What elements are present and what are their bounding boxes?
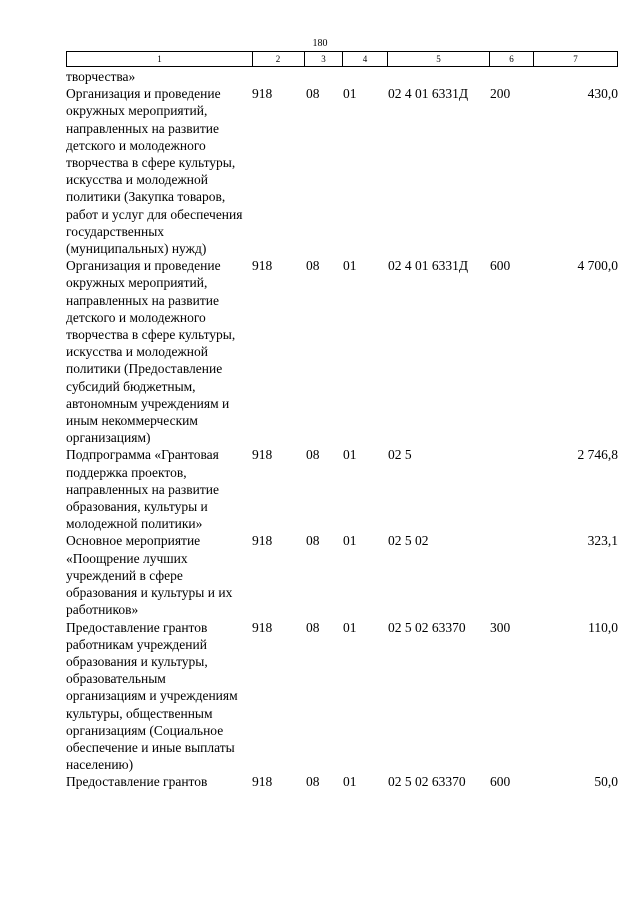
header-col-6: 6 — [490, 51, 534, 67]
row-grbs: 918 — [252, 533, 273, 549]
row-csr: 02 4 01 6331Д — [388, 86, 469, 102]
row-csr: 02 5 02 — [388, 533, 429, 549]
row-csr: 02 5 02 63370 — [388, 619, 466, 635]
row-vr: 300 — [490, 619, 511, 635]
row-csr: 02 5 — [388, 447, 412, 463]
row-rz: 08 — [306, 86, 320, 102]
row-vr: 200 — [490, 86, 511, 102]
row-pr: 01 — [343, 86, 357, 102]
row-pr: 01 — [343, 258, 357, 274]
row-rz: 08 — [306, 533, 320, 549]
table-row — [66, 532, 626, 618]
row-grbs: 918 — [252, 258, 273, 274]
row-grbs: 918 — [252, 619, 273, 635]
header-col-3: 3 — [305, 51, 343, 67]
header-col-5: 5 — [388, 51, 490, 67]
header-col-2: 2 — [252, 51, 305, 67]
row-rz: 08 — [306, 774, 320, 790]
row-grbs: 918 — [252, 86, 273, 102]
row-sum: 323,1 — [587, 533, 618, 549]
table-row — [66, 619, 626, 774]
row-rz: 08 — [306, 447, 320, 463]
page-number: 180 — [312, 38, 328, 49]
row-pr: 01 — [343, 619, 357, 635]
table-row — [66, 85, 626, 257]
row-csr: 02 5 02 63370 — [388, 774, 466, 790]
row-name: Основное мероприятие «Поощрение лучших учреждений в сфере образования и культуры и их работников» — [66, 533, 233, 618]
header-col-7: 7 — [534, 51, 618, 67]
header-col-4: 4 — [343, 51, 388, 67]
row-name: Организация и проведение окружных мероприятий, направленных на развитие детского и молодежного творчества в сфере культуры, искусства и молодежной политики (Предоставление субсидий бюджетным, автономным учреждениям и иным некоммерческим организациям) — [66, 258, 236, 446]
row-rz: 08 — [306, 258, 320, 274]
row-pr: 01 — [343, 447, 357, 463]
row-csr: 02 4 01 6331Д — [388, 258, 469, 274]
row-grbs: 918 — [252, 774, 273, 790]
row-sum: 430,0 — [587, 86, 618, 102]
row-name: Подпрограмма «Грантовая поддержка проектов, направленных на развитие образования, культуры и молодежной политики» — [66, 447, 219, 532]
row-sum: 4 700,0 — [577, 258, 618, 274]
row-pr: 01 — [343, 533, 357, 549]
table-row — [66, 773, 626, 790]
row-name: Организация и проведение окружных мероприятий, направленных на развитие детского и молодежного творчества в сфере культуры, искусства и молодежной политики (Закупка товаров, работ и услуг для обеспечения государственных (муниципальных) нужд) — [66, 86, 243, 257]
row-pr: 01 — [343, 774, 357, 790]
row-vr: 600 — [490, 774, 511, 790]
table-header — [66, 51, 618, 67]
table-row — [66, 257, 626, 446]
row-name: Предоставление грантов работникам учреждений образования и культуры, образовательным организациям и учреждениям культуры, общественным организациям (Социальное обеспечение и иные выплаты населению) — [66, 619, 238, 773]
table-body — [66, 68, 626, 791]
row-name: творчества» — [66, 69, 136, 84]
row-grbs: 918 — [252, 447, 273, 463]
table-row — [66, 68, 626, 85]
row-rz: 08 — [306, 619, 320, 635]
row-name: Предоставление грантов — [66, 774, 208, 790]
row-sum: 50,0 — [594, 774, 618, 790]
header-col-1: 1 — [66, 51, 253, 67]
table-row — [66, 446, 626, 532]
row-sum: 2 746,8 — [577, 447, 618, 463]
row-vr: 600 — [490, 258, 511, 274]
row-sum: 110,0 — [588, 619, 618, 635]
